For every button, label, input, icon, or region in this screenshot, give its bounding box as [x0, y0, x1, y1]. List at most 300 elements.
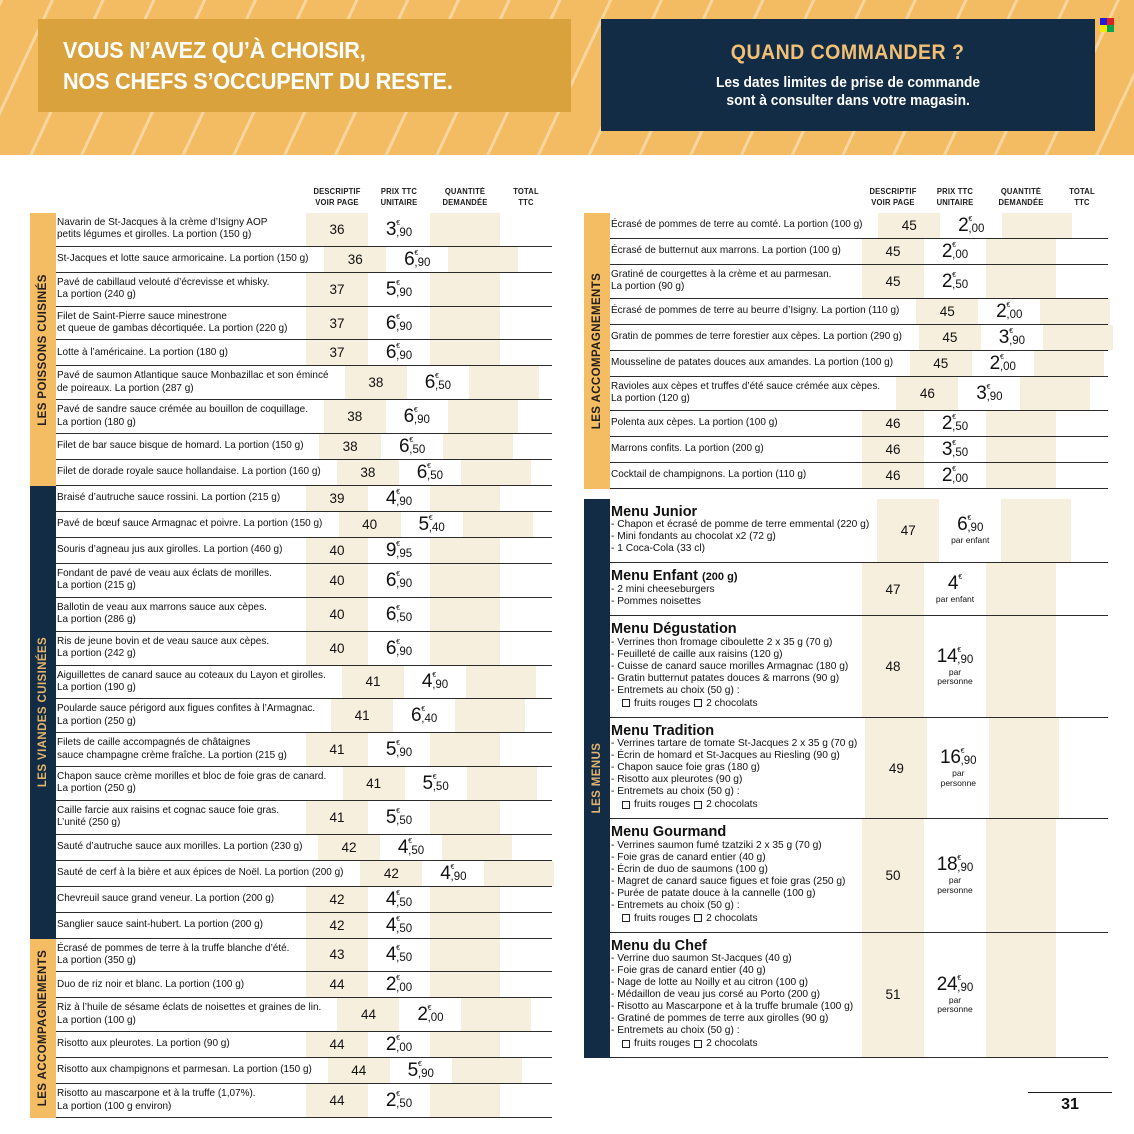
quantity-input-cell[interactable]	[430, 913, 500, 938]
price-value: 6 € ,90	[385, 312, 413, 334]
header-prix-unitaire: PRIX TTC UNITAIRE	[380, 187, 418, 207]
category-tab-les-accompagnements	[30, 939, 56, 1118]
product-description	[48, 538, 306, 563]
quantity-input-cell[interactable]	[430, 801, 500, 834]
price-unit: par enfant	[951, 535, 990, 546]
quantity-input-cell[interactable]	[448, 247, 518, 272]
checkbox-2-chocolats[interactable]	[694, 801, 702, 809]
menu-item-line: - Purée de patate douce à la cannelle (100 g)	[611, 887, 816, 899]
product-description	[48, 632, 306, 665]
page-reference-cell: 41	[342, 666, 404, 699]
price-cell	[368, 213, 430, 246]
menu-item-line: - Entremets au choix (50 g) :	[611, 1025, 740, 1037]
menu-row	[602, 819, 1108, 932]
price-value: 2 € ,50	[385, 1090, 413, 1112]
menu-row	[602, 563, 1108, 616]
price-cell	[924, 819, 986, 931]
product-description	[48, 564, 306, 597]
quantity-input-cell[interactable]	[466, 666, 536, 699]
page-reference-cell: 51	[862, 933, 924, 1057]
price-value: 4 € ,90	[440, 862, 467, 884]
header-quantite: QUANTITÉ DEMANDÉE	[998, 187, 1044, 207]
checkbox-2-chocolats[interactable]	[694, 914, 702, 922]
total-input-cell[interactable]	[500, 273, 552, 306]
product-description-line: Poularde sauce périgord aux figues confites à l’Armagnac.	[57, 703, 316, 715]
product-row	[48, 939, 552, 973]
total-input-cell[interactable]	[1113, 325, 1134, 350]
quantity-input-cell[interactable]	[986, 933, 1056, 1057]
price-value: 4 € ,50	[385, 888, 413, 910]
quantity-input-cell[interactable]	[461, 460, 531, 485]
column-header-row	[22, 168, 552, 213]
total-input-cell[interactable]	[1056, 616, 1108, 716]
category-rows	[48, 486, 552, 939]
product-description	[602, 351, 910, 376]
order-info-subtitle-1: Les dates limites de prise de commande	[715, 74, 981, 91]
total-input-cell[interactable]	[1110, 299, 1134, 324]
price-cell	[927, 718, 989, 818]
total-input-cell[interactable]	[1056, 437, 1108, 462]
header-prix-unitaire: PRIX TTC UNITAIRE	[936, 187, 974, 207]
product-description-line: Aiguillettes de canard sauce au coteaux du Layon et girolles.	[57, 669, 326, 681]
product-description	[48, 835, 318, 860]
product-row	[48, 486, 552, 512]
product-description-line: Riz à l’huile de sésame éclats de noisettes et graines de lin.	[57, 1002, 322, 1014]
choice-label-2: 2 chocolats	[706, 799, 758, 811]
menu-item-line: - Foie gras de canard entier (40 g)	[611, 851, 766, 863]
quantity-input-cell[interactable]	[442, 835, 512, 860]
total-input-cell[interactable]	[500, 632, 552, 665]
page-reference-cell: 47	[862, 563, 924, 615]
product-description	[48, 887, 306, 912]
checkbox-fruits-rouges[interactable]	[622, 801, 630, 809]
menu-row	[602, 499, 1108, 563]
price-cell	[958, 377, 1020, 410]
menu-item-line: - Mini fondants au chocolat x2 (72 g)	[611, 531, 776, 543]
total-input-cell[interactable]	[1072, 213, 1124, 238]
price-cell	[924, 616, 986, 716]
total-input-cell[interactable]	[513, 434, 565, 459]
product-description	[48, 733, 306, 766]
page-reference-cell: 44	[306, 972, 368, 997]
checkbox-fruits-rouges[interactable]	[622, 699, 630, 707]
quantity-input-cell[interactable]	[430, 632, 500, 665]
total-input-cell[interactable]	[1056, 411, 1108, 436]
reg-swatch-green	[1107, 25, 1114, 32]
product-description-line: La portion (190 g)	[57, 681, 136, 693]
price-cell	[390, 1058, 452, 1083]
header-total-ttc: TOTAL TTC	[513, 187, 539, 207]
header-banner	[0, 0, 1134, 155]
price-cell	[924, 463, 986, 488]
product-description	[48, 1084, 306, 1117]
total-input-cell[interactable]	[1056, 463, 1108, 488]
page-reference-cell: 37	[306, 340, 368, 365]
quantity-input-cell[interactable]	[469, 366, 539, 399]
price-cell	[368, 632, 430, 665]
price-cell	[368, 972, 430, 997]
product-row	[48, 273, 552, 307]
product-description	[48, 1058, 328, 1083]
total-input-cell[interactable]	[500, 307, 552, 340]
total-input-cell[interactable]	[522, 1058, 574, 1083]
quantity-input-cell[interactable]	[430, 887, 500, 912]
total-input-cell[interactable]	[500, 913, 552, 938]
product-description	[48, 666, 342, 699]
price-cell	[924, 239, 986, 264]
page-reference-cell: 46	[862, 411, 924, 436]
total-input-cell[interactable]	[500, 340, 552, 365]
product-description-line: de poireaux. La portion (287 g)	[57, 382, 194, 394]
product-description-line: Pavé de sandre sauce crémée au bouillon de coquillage.	[57, 404, 308, 416]
total-input-cell[interactable]	[1090, 377, 1134, 410]
checkbox-2-chocolats[interactable]	[694, 699, 702, 707]
page-reference-cell: 44	[306, 1084, 368, 1117]
quantity-input-cell[interactable]	[430, 939, 500, 972]
product-description-line: La portion (120 g)	[611, 393, 690, 405]
total-input-cell[interactable]	[512, 835, 564, 860]
quantity-input-cell[interactable]	[1034, 351, 1104, 376]
page-reference-cell: 38	[324, 400, 386, 433]
product-row	[602, 299, 1108, 325]
quantity-input-cell[interactable]	[1002, 213, 1072, 238]
quantity-input-cell[interactable]	[986, 239, 1056, 264]
product-description-line: Risotto aux champignons et parmesan. La portion (150 g)	[57, 1064, 312, 1076]
quantity-input-cell[interactable]	[986, 819, 1056, 931]
right-order-column	[576, 168, 1108, 1058]
product-row	[602, 351, 1108, 377]
page-reference-cell: 38	[337, 460, 399, 485]
price-cell	[368, 913, 430, 938]
product-description-line: La portion (90 g)	[611, 281, 685, 293]
product-description	[602, 239, 862, 264]
quantity-input-cell[interactable]	[986, 411, 1056, 436]
product-row	[48, 366, 552, 400]
quantity-input-cell[interactable]	[986, 616, 1056, 716]
product-row	[602, 437, 1108, 463]
checkbox-fruits-rouges[interactable]	[622, 914, 630, 922]
price-value: 6 € ,90	[385, 569, 413, 591]
total-input-cell[interactable]	[1056, 563, 1108, 615]
page-reference-cell: 45	[862, 265, 924, 298]
price-value: 3 € ,90	[385, 218, 413, 240]
quantity-input-cell[interactable]	[463, 512, 533, 537]
quantity-input-cell[interactable]	[461, 998, 531, 1031]
menu-item-line: - Magret de canard sauce figues et foie gras (250 g)	[611, 875, 846, 887]
product-description	[48, 434, 319, 459]
total-input-cell[interactable]	[500, 538, 552, 563]
page-reference-cell: 45	[862, 239, 924, 264]
price-unit: par personne	[940, 768, 977, 788]
quantity-input-cell[interactable]	[430, 564, 500, 597]
menu-description	[602, 563, 862, 615]
total-input-cell[interactable]	[1056, 933, 1108, 1057]
page-reference-cell: 38	[319, 434, 381, 459]
menu-item-line: - Verrines tartare de tomate St-Jacques 2 x 35 g (70 g)	[611, 738, 858, 750]
product-row	[602, 411, 1108, 437]
entremets-choice[interactable]	[611, 912, 854, 925]
quantity-input-cell[interactable]	[430, 538, 500, 563]
quantity-input-cell[interactable]	[430, 1084, 500, 1117]
total-input-cell[interactable]	[500, 1032, 552, 1057]
checkbox-2-chocolats[interactable]	[694, 1040, 702, 1048]
product-description-line: La portion (350 g)	[57, 954, 136, 966]
product-description-line: Chevreuil sauce grand veneur. La portion (200 g)	[57, 892, 275, 904]
choice-label-2: 2 chocolats	[706, 912, 758, 924]
price-unit: par personne	[937, 994, 973, 1015]
product-description	[602, 265, 862, 298]
quantity-input-cell[interactable]	[430, 733, 500, 766]
price-value: 5 € ,50	[422, 772, 449, 794]
menu-item-line: - Risotto au Mascarpone et à la truffe brumale (100 g)	[611, 1001, 854, 1013]
product-row	[602, 239, 1108, 265]
price-value: 6 € ,90	[385, 637, 413, 659]
product-description-line: Filets de caille accompagnés de châtaignes	[57, 737, 251, 749]
total-input-cell[interactable]	[500, 598, 552, 631]
menu-item-line: - Verrines saumon fumé tzatziki 2 x 35 g (70 g)	[611, 839, 822, 851]
total-input-cell[interactable]	[1104, 351, 1134, 376]
page-reference-cell: 40	[306, 564, 368, 597]
total-input-cell[interactable]	[525, 699, 577, 732]
price-cell	[393, 699, 455, 732]
page-reference-cell: 45	[916, 299, 978, 324]
header-quantite: QUANTITÉ DEMANDÉE	[442, 187, 488, 207]
total-input-cell[interactable]	[518, 247, 570, 272]
quantity-input-cell[interactable]	[484, 861, 554, 886]
total-input-cell[interactable]	[500, 1084, 552, 1117]
entremets-choice[interactable]	[611, 697, 854, 710]
menu-title: Menu Gourmand	[611, 824, 727, 841]
product-description	[602, 213, 878, 238]
product-description	[48, 486, 306, 511]
total-input-cell[interactable]	[1059, 718, 1111, 818]
product-description	[48, 366, 345, 399]
product-description-line: Sauté de cerf à la bière et aux épices de Noël. La portion (200 g)	[57, 866, 344, 878]
price-value: 4 € ,50	[397, 836, 425, 858]
quantity-input-cell[interactable]	[1001, 499, 1071, 562]
quantity-input-cell[interactable]	[986, 563, 1056, 615]
page-reference-cell: 40	[306, 598, 368, 631]
product-row	[48, 460, 552, 486]
price-value: 2 € ,00	[996, 300, 1023, 322]
page-reference-cell: 40	[306, 632, 368, 665]
price-value: 5 € ,90	[385, 739, 413, 761]
price-unit: par enfant	[935, 593, 975, 604]
product-description-line: Mousseline de patates douces aux amandes. La portion (100 g)	[611, 357, 894, 369]
total-input-cell[interactable]	[500, 733, 552, 766]
page-reference-cell: 39	[306, 486, 368, 511]
menu-item-line: - Écrin de homard et St-Jacques au Riesling (90 g)	[611, 750, 840, 762]
product-description-line: La portion (250 g)	[57, 715, 136, 727]
quantity-input-cell[interactable]	[989, 718, 1059, 818]
price-value: 2 € ,50	[941, 270, 969, 292]
checkbox-fruits-rouges[interactable]	[622, 1040, 630, 1048]
quantity-input-cell[interactable]	[430, 486, 500, 511]
entremets-choice[interactable]	[611, 1037, 854, 1050]
product-description	[48, 1032, 306, 1057]
price-value: 6 € ,50	[399, 436, 426, 458]
total-input-cell[interactable]	[1056, 239, 1108, 264]
quantity-input-cell[interactable]	[452, 1058, 522, 1083]
product-description	[48, 699, 331, 732]
price-cell	[422, 861, 484, 886]
header-descriptif-page: DESCRIPTIF VOIR PAGE	[313, 187, 361, 207]
product-description	[48, 213, 306, 246]
page-reference-cell: 45	[919, 325, 981, 350]
quantity-input-cell[interactable]	[430, 307, 500, 340]
product-description-line: Risotto au mascarpone et à la truffe (1,07%).	[57, 1088, 256, 1100]
product-description-line: Navarin de St-Jacques à la crème d’Isigny AOP	[57, 217, 268, 228]
quantity-input-cell[interactable]	[443, 434, 513, 459]
price-cell	[924, 563, 986, 615]
price-value: 4 € ,90	[421, 671, 449, 693]
product-row	[48, 913, 552, 939]
quantity-input-cell[interactable]	[430, 213, 500, 246]
quantity-input-cell[interactable]	[430, 598, 500, 631]
category-section	[22, 486, 552, 939]
menu-item-line: - Chapon sauce foie gras (180 g)	[611, 762, 760, 774]
price-value: 2 € ,00	[958, 215, 985, 236]
category-section	[22, 213, 552, 486]
quantity-input-cell[interactable]	[1040, 299, 1110, 324]
total-input-cell[interactable]	[1056, 819, 1108, 931]
menu-row	[602, 616, 1108, 717]
product-description	[48, 767, 343, 800]
price-cell	[368, 939, 430, 972]
product-row	[48, 733, 552, 767]
product-description-line: La portion (180 g)	[57, 416, 136, 428]
product-description-line: Sanglier sauce saint-hubert. La portion (200 g)	[57, 918, 263, 930]
quantity-input-cell[interactable]	[1020, 377, 1090, 410]
order-info-subtitle-2: sont à consulter dans votre magasin.	[726, 92, 970, 109]
product-row	[48, 887, 552, 913]
quantity-input-cell[interactable]	[986, 265, 1056, 298]
product-row	[48, 1058, 552, 1084]
total-input-cell[interactable]	[1056, 265, 1108, 298]
quantity-input-cell[interactable]	[1043, 325, 1113, 350]
quantity-input-cell[interactable]	[430, 273, 500, 306]
product-row	[602, 377, 1108, 411]
menu-item-line: - Entremets au choix (50 g) :	[611, 786, 740, 798]
total-input-cell[interactable]	[500, 972, 552, 997]
page-reference-cell: 42	[306, 913, 368, 938]
column-header-row	[576, 168, 1108, 213]
price-cell	[399, 460, 461, 485]
total-input-cell[interactable]	[500, 801, 552, 834]
product-description-line: Ballotin de veau aux marrons sauce aux cèpes.	[57, 601, 267, 613]
menu-item-line: - Cuisse de canard sauce morilles Armagnac (180 g)	[611, 660, 849, 672]
choice-label-1: fruits rouges	[634, 799, 691, 811]
menu-description	[602, 933, 862, 1057]
price-value: 3 € ,50	[941, 438, 969, 460]
price-cell	[404, 666, 466, 699]
quantity-input-cell[interactable]	[986, 463, 1056, 488]
product-description-line: La portion (286 g)	[57, 614, 136, 626]
menu-title: Menu Tradition	[611, 722, 715, 739]
total-input-cell[interactable]	[500, 486, 552, 511]
product-description	[48, 598, 306, 631]
product-description	[48, 801, 306, 834]
price-cell	[368, 564, 430, 597]
page-reference-cell: 38	[345, 366, 407, 399]
price-cell	[380, 835, 442, 860]
menu-item-line: - Feuilleté de caille aux raisins (120 g)	[611, 648, 783, 660]
category-tab-label: LES ACCOMPAGNEMENTS	[591, 272, 603, 430]
page-reference-cell: 41	[331, 699, 393, 732]
price-cell	[368, 273, 430, 306]
product-description	[48, 913, 306, 938]
quantity-input-cell[interactable]	[430, 972, 500, 997]
quantity-input-cell[interactable]	[455, 699, 525, 732]
product-description	[48, 247, 324, 272]
price-cell	[924, 933, 986, 1057]
total-input-cell[interactable]	[500, 213, 552, 246]
product-description-line: La portion (240 g)	[57, 289, 136, 301]
category-section	[576, 213, 1108, 489]
menu-description	[602, 819, 862, 931]
product-description	[48, 340, 306, 365]
total-input-cell[interactable]	[1071, 499, 1123, 562]
page-reference-cell: 46	[862, 437, 924, 462]
entremets-choice[interactable]	[611, 798, 857, 811]
product-description-line: Gratin de pommes de terre forestier aux cèpes. La portion (290 g)	[611, 331, 902, 343]
price-value: 6 € ,50	[424, 372, 452, 394]
quantity-input-cell[interactable]	[467, 767, 537, 800]
price-value: 3 € ,90	[976, 382, 1003, 404]
menu-description	[602, 718, 865, 818]
price-cell	[401, 512, 463, 537]
menu-item-line: - Verrines thon fromage ciboulette 2 x 35 g (70 g)	[611, 636, 833, 648]
quantity-input-cell[interactable]	[430, 1032, 500, 1057]
menu-item-line: - Entremets au choix (50 g) :	[611, 684, 740, 696]
total-input-cell[interactable]	[500, 939, 552, 972]
product-description-line: Sauté d’autruche sauce aux morilles. La portion (230 g)	[57, 840, 303, 852]
product-description	[602, 377, 896, 410]
total-input-cell[interactable]	[500, 564, 552, 597]
quantity-input-cell[interactable]	[430, 340, 500, 365]
product-description	[602, 463, 862, 488]
price-cell	[405, 767, 467, 800]
price-value: 24 € ,90	[936, 973, 974, 995]
product-description	[602, 411, 862, 436]
total-input-cell[interactable]	[518, 400, 570, 433]
product-description-line: Polenta aux cèpes. La portion (100 g)	[611, 416, 778, 428]
product-description-line: Filet de dorade royale sauce hollandaise. La portion (160 g)	[57, 466, 321, 478]
product-description	[48, 861, 360, 886]
product-row	[48, 340, 552, 366]
total-input-cell[interactable]	[500, 887, 552, 912]
quantity-input-cell[interactable]	[986, 437, 1056, 462]
price-cell	[368, 598, 430, 631]
product-description	[602, 437, 862, 462]
product-row	[48, 598, 552, 632]
quantity-input-cell[interactable]	[448, 400, 518, 433]
page-reference-cell: 48	[862, 616, 924, 716]
menu-item-line: - Écrin de duo de saumons (100 g)	[611, 863, 768, 875]
price-cell	[368, 486, 430, 511]
choice-label-1: fruits rouges	[634, 697, 691, 709]
page-reference-cell: 37	[306, 273, 368, 306]
price-value: 2 € ,00	[385, 974, 413, 996]
product-description-line: Pavé de bœuf sauce Armagnac et poivre. La portion (150 g)	[57, 518, 323, 530]
product-row	[48, 767, 552, 801]
product-row	[48, 538, 552, 564]
price-value: 16 € ,90	[940, 747, 977, 769]
price-cell	[381, 434, 443, 459]
menu-item-line: - Nage de lotte au Noilly et au citron (100 g)	[611, 977, 809, 989]
product-description	[48, 972, 306, 997]
menu-title: Menu Enfant (200 g)	[611, 568, 738, 585]
